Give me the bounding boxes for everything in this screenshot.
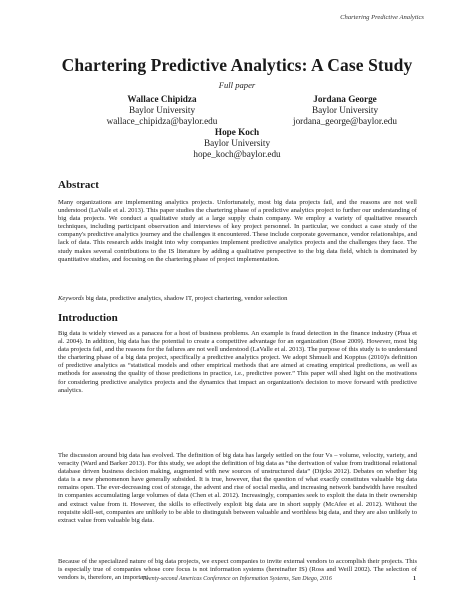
author-affiliation: Baylor University [311,105,379,116]
abstract-heading: Abstract [58,179,99,191]
author-affiliation: Baylor University [203,138,271,149]
page-footer [0,576,474,582]
introduction-heading: Introduction [58,312,118,324]
author-email: jordana_george@baylor.edu [293,116,397,127]
footer-text: Twenty-second Americas Conference on Information Systems, San Diego, 2016 [142,576,332,582]
author-name: Jordana George [313,94,377,104]
keywords [58,295,417,303]
abstract-text: Many organizations are implementing analytics projects. Unfortunately, most big data projects fail, and the reasons are not well understood (LaValle et al. 2013). This paper studies the chartering phase of a predictive analytics project to further our understanding of big data projects. We conduct a qualitative study at a large supply chain company. We employ a variety of qualitative research techniques, including participant observation and interviews of key project personnel. In particular, we conduct a case study of the company's predictive analytics journey and the challenges it encountered. These include corporate governance, vendor relationships, and lack of data. This research adds insight into why companies implement predictive analytics projects and the challenges they face. The study makes several contributions to the IS literature by adding a qualitative perspective to the big data field, which is dominated by quantitative studies, and focusing on the chartering phase of project implementation. [58,199,417,263]
intro-paragraph: Because of the specialized nature of big data projects, we expect companies to invite external vendors to accomplish their projects. This is especially true of companies whose core focus is not information systems (hereinafter IS) (Ross and Weill 2002). The selection of vendors is, therefore, an important [58,558,417,582]
paper-type: Full paper [218,80,256,90]
paper-title: Chartering Predictive Analytics: A Case Study [61,55,413,75]
author-email: wallace_chipidza@baylor.edu [106,116,218,127]
keywords-text: big data, predictive analytics, shadow IT, project chartering, vendor selection [83,295,288,302]
author-block [87,94,237,128]
page-number: 1 [413,576,416,582]
author-email: hope_koch@baylor.edu [193,149,281,160]
author-name: Wallace Chipidza [127,94,197,104]
author-name: Hope Koch [214,127,260,137]
intro-paragraph: The discussion around big data has evolved. The definition of big data has largely settled on the four Vs – volume, velocity, variety, and veracity (Ward and Barker 2013). For this study, we adopt the definition of big data as “the derivation of value from traditional relational database driven business decision making, augmented with new sources of unstructured data” (Dijcks 2012). Debates on whether big data is a new phenomenon have generally subsided. It is true, however, that the question of what exactly constitutes valuable big data remains open. The ever-decreasing cost of storage, the advent and rise of social media, and increasing network bandwidth have resulted in companies accumulating large volumes of data (Chen et al. 2012). Increasingly, companies seek to exploit the data in their ownership and extract value from it. However, the skills to effectively exploit big data are in short supply (McAfee et al. 2012). Without the requisite skill-set, companies are unlikely to be able to distinguish between valuable and worthless big data, and they are also unlikely to extract value from valuable big data. [58,452,417,524]
keywords-label: Keywords [58,295,84,302]
intro-paragraph: Big data is widely viewed as a panacea for a host of business problems. An example is fraud detection in the finance industry (Phua et al. 2004). In addition, big data has the potential to create a competitive advantage for an organization (Bose 2009). However, most big data projects fail, and the reasons for the failures are not well understood (LaValle et al. 2013). The purpose of this study is to understand the chartering phase of a big data project, specifically a predictive analytics project. We adopt Shmueli and Koppius (2010)'s definition of predictive analytics as “statistical models and other empirical methods that are aimed at creating empirical predictions, as well as methods for assessing the quality of those predictions in practice, i.e., predictive power.” This paper will shed light on the motivations for considering predictive analytics projects and the dynamics that impact an organization's decision to move forward with predictive analytics. [58,330,417,394]
author-block [162,127,312,161]
author-block [270,94,420,128]
running-header: Chartering Predictive Analytics [340,14,424,21]
author-affiliation: Baylor University [128,105,196,116]
